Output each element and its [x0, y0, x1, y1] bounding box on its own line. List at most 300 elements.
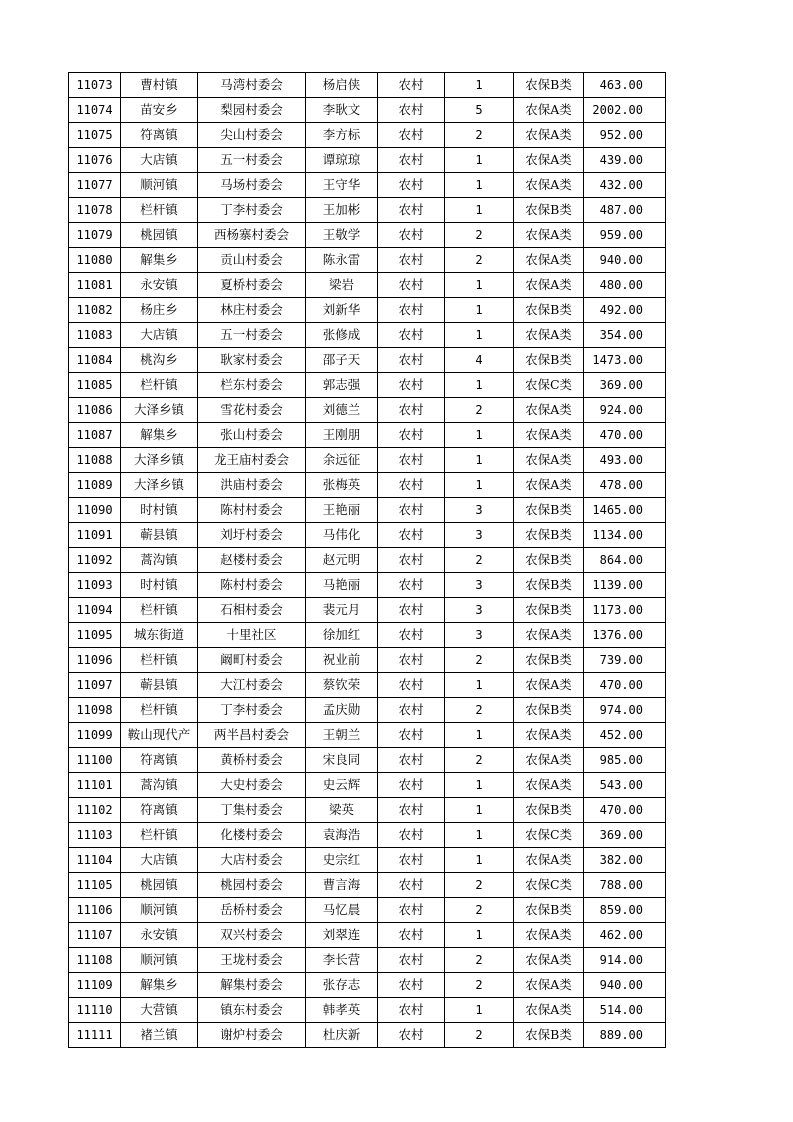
insurance-category-cell: 农保A类: [514, 748, 584, 773]
member-count-cell: 2: [445, 898, 514, 923]
person-name-cell: 梁岩: [306, 273, 378, 298]
amount-cell: 940.00: [584, 248, 666, 273]
table-row: [69, 98, 666, 123]
insurance-category-cell: 农保C类: [514, 823, 584, 848]
record-id-cell: 11074: [69, 98, 121, 123]
amount-cell: 1134.00: [584, 523, 666, 548]
household-type-cell: 农村: [378, 348, 445, 373]
records-body: [69, 73, 666, 1048]
table-row: [69, 323, 666, 348]
township-cell: 桃沟乡: [121, 348, 198, 373]
record-id-cell: 11111: [69, 1023, 121, 1048]
household-type-cell: 农村: [378, 223, 445, 248]
person-name-cell: 祝业前: [306, 648, 378, 673]
record-id-cell: 11081: [69, 273, 121, 298]
member-count-cell: 2: [445, 698, 514, 723]
village-committee-cell: 耿家村委会: [198, 348, 306, 373]
township-cell: 苗安乡: [121, 98, 198, 123]
record-id-cell: 11097: [69, 673, 121, 698]
village-committee-cell: 大史村委会: [198, 773, 306, 798]
table-row: [69, 1023, 666, 1048]
person-name-cell: 张梅英: [306, 473, 378, 498]
township-cell: 符离镇: [121, 748, 198, 773]
insurance-category-cell: 农保A类: [514, 623, 584, 648]
village-committee-cell: 雪花村委会: [198, 398, 306, 423]
township-cell: 时村镇: [121, 498, 198, 523]
record-id-cell: 11076: [69, 148, 121, 173]
township-cell: 栏杆镇: [121, 698, 198, 723]
township-cell: 蕲县镇: [121, 673, 198, 698]
insurance-category-cell: 农保B类: [514, 348, 584, 373]
amount-cell: 432.00: [584, 173, 666, 198]
member-count-cell: 1: [445, 173, 514, 198]
person-name-cell: 宋良同: [306, 748, 378, 773]
person-name-cell: 赵元明: [306, 548, 378, 573]
amount-cell: 859.00: [584, 898, 666, 923]
village-committee-cell: 洪庙村委会: [198, 473, 306, 498]
village-committee-cell: 马场村委会: [198, 173, 306, 198]
township-cell: 时村镇: [121, 573, 198, 598]
amount-cell: 382.00: [584, 848, 666, 873]
township-cell: 蒿沟镇: [121, 773, 198, 798]
record-id-cell: 11095: [69, 623, 121, 648]
household-type-cell: 农村: [378, 1023, 445, 1048]
township-cell: 蕲县镇: [121, 523, 198, 548]
member-count-cell: 1: [445, 198, 514, 223]
member-count-cell: 3: [445, 573, 514, 598]
record-id-cell: 11088: [69, 448, 121, 473]
township-cell: 褚兰镇: [121, 1023, 198, 1048]
member-count-cell: 2: [445, 873, 514, 898]
township-cell: 栏杆镇: [121, 198, 198, 223]
township-cell: 顺河镇: [121, 948, 198, 973]
record-id-cell: 11104: [69, 848, 121, 873]
township-cell: 大营镇: [121, 998, 198, 1023]
person-name-cell: 史宗红: [306, 848, 378, 873]
person-name-cell: 刘新华: [306, 298, 378, 323]
amount-cell: 478.00: [584, 473, 666, 498]
household-type-cell: 农村: [378, 398, 445, 423]
amount-cell: 1376.00: [584, 623, 666, 648]
village-committee-cell: 丁集村委会: [198, 798, 306, 823]
household-type-cell: 农村: [378, 373, 445, 398]
table-row: [69, 823, 666, 848]
table-row: [69, 598, 666, 623]
record-id-cell: 11086: [69, 398, 121, 423]
record-id-cell: 11092: [69, 548, 121, 573]
member-count-cell: 3: [445, 523, 514, 548]
village-committee-cell: 十里社区: [198, 623, 306, 648]
village-committee-cell: 丁李村委会: [198, 698, 306, 723]
township-cell: 栏杆镇: [121, 373, 198, 398]
amount-cell: 462.00: [584, 923, 666, 948]
member-count-cell: 1: [445, 323, 514, 348]
record-id-cell: 11075: [69, 123, 121, 148]
table-row: [69, 348, 666, 373]
record-id-cell: 11108: [69, 948, 121, 973]
township-cell: 永安镇: [121, 923, 198, 948]
household-type-cell: 农村: [378, 748, 445, 773]
amount-cell: 940.00: [584, 973, 666, 998]
person-name-cell: 王朝兰: [306, 723, 378, 748]
household-type-cell: 农村: [378, 448, 445, 473]
amount-cell: 2002.00: [584, 98, 666, 123]
village-committee-cell: 石相村委会: [198, 598, 306, 623]
insurance-category-cell: 农保A类: [514, 273, 584, 298]
household-type-cell: 农村: [378, 848, 445, 873]
amount-cell: 864.00: [584, 548, 666, 573]
insurance-category-cell: 农保A类: [514, 123, 584, 148]
township-cell: 城东街道: [121, 623, 198, 648]
member-count-cell: 1: [445, 848, 514, 873]
amount-cell: 369.00: [584, 823, 666, 848]
insurance-category-cell: 农保A类: [514, 423, 584, 448]
household-type-cell: 农村: [378, 323, 445, 348]
village-committee-cell: 尖山村委会: [198, 123, 306, 148]
village-committee-cell: 龙王庙村委会: [198, 448, 306, 473]
amount-cell: 492.00: [584, 298, 666, 323]
table-row: [69, 148, 666, 173]
household-type-cell: 农村: [378, 98, 445, 123]
township-cell: 杨庄乡: [121, 298, 198, 323]
insurance-category-cell: 农保A类: [514, 448, 584, 473]
person-name-cell: 李长营: [306, 948, 378, 973]
table-row: [69, 973, 666, 998]
household-type-cell: 农村: [378, 798, 445, 823]
township-cell: 永安镇: [121, 273, 198, 298]
member-count-cell: 1: [445, 373, 514, 398]
record-id-cell: 11094: [69, 598, 121, 623]
township-cell: 栏杆镇: [121, 823, 198, 848]
table-row: [69, 573, 666, 598]
household-type-cell: 农村: [378, 123, 445, 148]
insurance-category-cell: 农保A类: [514, 323, 584, 348]
amount-cell: 739.00: [584, 648, 666, 673]
person-name-cell: 马伟化: [306, 523, 378, 548]
amount-cell: 452.00: [584, 723, 666, 748]
household-type-cell: 农村: [378, 948, 445, 973]
person-name-cell: 李耿文: [306, 98, 378, 123]
member-count-cell: 2: [445, 248, 514, 273]
record-id-cell: 11077: [69, 173, 121, 198]
amount-cell: 985.00: [584, 748, 666, 773]
person-name-cell: 杜庆新: [306, 1023, 378, 1048]
insurance-category-cell: 农保B类: [514, 548, 584, 573]
person-name-cell: 马艳丽: [306, 573, 378, 598]
household-type-cell: 农村: [378, 998, 445, 1023]
household-type-cell: 农村: [378, 573, 445, 598]
record-id-cell: 11101: [69, 773, 121, 798]
insurance-category-cell: 农保A类: [514, 473, 584, 498]
village-committee-cell: 赵楼村委会: [198, 548, 306, 573]
household-type-cell: 农村: [378, 523, 445, 548]
household-type-cell: 农村: [378, 173, 445, 198]
insurance-category-cell: 农保A类: [514, 98, 584, 123]
person-name-cell: 张存志: [306, 973, 378, 998]
member-count-cell: 1: [445, 73, 514, 98]
table-row: [69, 73, 666, 98]
person-name-cell: 李方标: [306, 123, 378, 148]
household-type-cell: 农村: [378, 698, 445, 723]
village-committee-cell: 双兴村委会: [198, 923, 306, 948]
record-id-cell: 11106: [69, 898, 121, 923]
member-count-cell: 1: [445, 473, 514, 498]
table-row: [69, 298, 666, 323]
village-committee-cell: 丁李村委会: [198, 198, 306, 223]
person-name-cell: 刘翠连: [306, 923, 378, 948]
household-type-cell: 农村: [378, 148, 445, 173]
household-type-cell: 农村: [378, 773, 445, 798]
table-row: [69, 273, 666, 298]
person-name-cell: 曹言海: [306, 873, 378, 898]
village-committee-cell: 刘圩村委会: [198, 523, 306, 548]
township-cell: 解集乡: [121, 248, 198, 273]
amount-cell: 924.00: [584, 398, 666, 423]
village-committee-cell: 栏东村委会: [198, 373, 306, 398]
household-type-cell: 农村: [378, 273, 445, 298]
record-id-cell: 11090: [69, 498, 121, 523]
township-cell: 蒿沟镇: [121, 548, 198, 573]
household-type-cell: 农村: [378, 73, 445, 98]
member-count-cell: 5: [445, 98, 514, 123]
member-count-cell: 3: [445, 623, 514, 648]
amount-cell: 514.00: [584, 998, 666, 1023]
person-name-cell: 马忆晨: [306, 898, 378, 923]
insurance-category-cell: 农保B类: [514, 598, 584, 623]
village-committee-cell: 五一村委会: [198, 148, 306, 173]
table-row: [69, 848, 666, 873]
record-id-cell: 11102: [69, 798, 121, 823]
village-committee-cell: 两半昌村委会: [198, 723, 306, 748]
person-name-cell: 刘德兰: [306, 398, 378, 423]
township-cell: 符离镇: [121, 123, 198, 148]
village-committee-cell: 马湾村委会: [198, 73, 306, 98]
member-count-cell: 2: [445, 1023, 514, 1048]
insurance-category-cell: 农保A类: [514, 673, 584, 698]
township-cell: 解集乡: [121, 973, 198, 998]
record-id-cell: 11087: [69, 423, 121, 448]
person-name-cell: 张修成: [306, 323, 378, 348]
person-name-cell: 裴元月: [306, 598, 378, 623]
member-count-cell: 3: [445, 598, 514, 623]
record-id-cell: 11091: [69, 523, 121, 548]
person-name-cell: 徐加红: [306, 623, 378, 648]
record-id-cell: 11096: [69, 648, 121, 673]
member-count-cell: 1: [445, 798, 514, 823]
village-committee-cell: 镇东村委会: [198, 998, 306, 1023]
record-id-cell: 11085: [69, 373, 121, 398]
record-id-cell: 11073: [69, 73, 121, 98]
table-row: [69, 223, 666, 248]
township-cell: 顺河镇: [121, 173, 198, 198]
insurance-category-cell: 农保A类: [514, 223, 584, 248]
person-name-cell: 谭琼琼: [306, 148, 378, 173]
insurance-category-cell: 农保A类: [514, 973, 584, 998]
table-row: [69, 173, 666, 198]
member-count-cell: 1: [445, 723, 514, 748]
member-count-cell: 1: [445, 423, 514, 448]
table-row: [69, 548, 666, 573]
household-type-cell: 农村: [378, 923, 445, 948]
village-committee-cell: 张山村委会: [198, 423, 306, 448]
amount-cell: 369.00: [584, 373, 666, 398]
table-row: [69, 398, 666, 423]
member-count-cell: 2: [445, 223, 514, 248]
member-count-cell: 1: [445, 273, 514, 298]
household-type-cell: 农村: [378, 548, 445, 573]
member-count-cell: 1: [445, 448, 514, 473]
township-cell: 顺河镇: [121, 898, 198, 923]
record-id-cell: 11098: [69, 698, 121, 723]
village-committee-cell: 五一村委会: [198, 323, 306, 348]
person-name-cell: 邵子天: [306, 348, 378, 373]
person-name-cell: 王敬学: [306, 223, 378, 248]
township-cell: 大店镇: [121, 848, 198, 873]
member-count-cell: 1: [445, 298, 514, 323]
insurance-category-cell: 农保A类: [514, 948, 584, 973]
amount-cell: 889.00: [584, 1023, 666, 1048]
township-cell: 解集乡: [121, 423, 198, 448]
record-id-cell: 11080: [69, 248, 121, 273]
amount-cell: 470.00: [584, 798, 666, 823]
table-row: [69, 998, 666, 1023]
record-id-cell: 11103: [69, 823, 121, 848]
record-id-cell: 11105: [69, 873, 121, 898]
member-count-cell: 1: [445, 148, 514, 173]
record-id-cell: 11110: [69, 998, 121, 1023]
record-id-cell: 11109: [69, 973, 121, 998]
records-table: [68, 72, 666, 1048]
insurance-category-cell: 农保B类: [514, 298, 584, 323]
member-count-cell: 1: [445, 673, 514, 698]
person-name-cell: 袁海浩: [306, 823, 378, 848]
table-row: [69, 623, 666, 648]
insurance-category-cell: 农保B类: [514, 73, 584, 98]
village-committee-cell: 黄桥村委会: [198, 748, 306, 773]
table-row: [69, 923, 666, 948]
village-committee-cell: 陈村村委会: [198, 498, 306, 523]
amount-cell: 463.00: [584, 73, 666, 98]
record-id-cell: 11082: [69, 298, 121, 323]
village-committee-cell: 桃园村委会: [198, 873, 306, 898]
table-row: [69, 773, 666, 798]
table-row: [69, 948, 666, 973]
amount-cell: 914.00: [584, 948, 666, 973]
person-name-cell: 蔡钦荣: [306, 673, 378, 698]
insurance-category-cell: 农保A类: [514, 923, 584, 948]
township-cell: 桃园镇: [121, 223, 198, 248]
person-name-cell: 孟庆勋: [306, 698, 378, 723]
household-type-cell: 农村: [378, 298, 445, 323]
township-cell: 大店镇: [121, 148, 198, 173]
table-row: [69, 448, 666, 473]
amount-cell: 1473.00: [584, 348, 666, 373]
record-id-cell: 11100: [69, 748, 121, 773]
member-count-cell: 2: [445, 648, 514, 673]
amount-cell: 354.00: [584, 323, 666, 348]
table-row: [69, 498, 666, 523]
township-cell: 符离镇: [121, 798, 198, 823]
amount-cell: 1139.00: [584, 573, 666, 598]
village-committee-cell: 王垅村委会: [198, 948, 306, 973]
village-committee-cell: 夏桥村委会: [198, 273, 306, 298]
township-cell: 曹村镇: [121, 73, 198, 98]
person-name-cell: 王加彬: [306, 198, 378, 223]
person-name-cell: 杨启侠: [306, 73, 378, 98]
village-committee-cell: 西杨寨村委会: [198, 223, 306, 248]
village-committee-cell: 贡山村委会: [198, 248, 306, 273]
amount-cell: 480.00: [584, 273, 666, 298]
record-id-cell: 11093: [69, 573, 121, 598]
insurance-category-cell: 农保B类: [514, 498, 584, 523]
insurance-category-cell: 农保B类: [514, 798, 584, 823]
household-type-cell: 农村: [378, 973, 445, 998]
member-count-cell: 1: [445, 823, 514, 848]
amount-cell: 439.00: [584, 148, 666, 173]
member-count-cell: 2: [445, 123, 514, 148]
household-type-cell: 农村: [378, 248, 445, 273]
table-row: [69, 798, 666, 823]
table-row: [69, 373, 666, 398]
township-cell: 大泽乡镇: [121, 473, 198, 498]
insurance-category-cell: 农保B类: [514, 573, 584, 598]
household-type-cell: 农村: [378, 598, 445, 623]
household-type-cell: 农村: [378, 823, 445, 848]
person-name-cell: 梁英: [306, 798, 378, 823]
township-cell: 大泽乡镇: [121, 448, 198, 473]
insurance-category-cell: 农保A类: [514, 173, 584, 198]
township-cell: 栏杆镇: [121, 598, 198, 623]
record-id-cell: 11089: [69, 473, 121, 498]
amount-cell: 543.00: [584, 773, 666, 798]
person-name-cell: 陈永雷: [306, 248, 378, 273]
village-committee-cell: 陈村村委会: [198, 573, 306, 598]
record-id-cell: 11107: [69, 923, 121, 948]
insurance-category-cell: 农保B类: [514, 523, 584, 548]
village-committee-cell: 林庄村委会: [198, 298, 306, 323]
amount-cell: 470.00: [584, 423, 666, 448]
insurance-category-cell: 农保A类: [514, 398, 584, 423]
household-type-cell: 农村: [378, 673, 445, 698]
insurance-category-cell: 农保A类: [514, 998, 584, 1023]
insurance-category-cell: 农保B类: [514, 698, 584, 723]
table-row: [69, 723, 666, 748]
table-row: [69, 473, 666, 498]
township-cell: 大泽乡镇: [121, 398, 198, 423]
insurance-category-cell: 农保C类: [514, 873, 584, 898]
township-cell: 桃园镇: [121, 873, 198, 898]
insurance-category-cell: 农保A类: [514, 848, 584, 873]
person-name-cell: 韩孝英: [306, 998, 378, 1023]
table-row: [69, 648, 666, 673]
person-name-cell: 史云辉: [306, 773, 378, 798]
household-type-cell: 农村: [378, 723, 445, 748]
village-committee-cell: 谢炉村委会: [198, 1023, 306, 1048]
household-type-cell: 农村: [378, 873, 445, 898]
person-name-cell: 余远征: [306, 448, 378, 473]
village-committee-cell: 大店村委会: [198, 848, 306, 873]
insurance-category-cell: 农保A类: [514, 148, 584, 173]
village-committee-cell: 岳桥村委会: [198, 898, 306, 923]
member-count-cell: 1: [445, 923, 514, 948]
table-row: [69, 523, 666, 548]
township-cell: 大店镇: [121, 323, 198, 348]
table-row: [69, 423, 666, 448]
household-type-cell: 农村: [378, 423, 445, 448]
record-id-cell: 11078: [69, 198, 121, 223]
insurance-category-cell: 农保B类: [514, 1023, 584, 1048]
amount-cell: 493.00: [584, 448, 666, 473]
